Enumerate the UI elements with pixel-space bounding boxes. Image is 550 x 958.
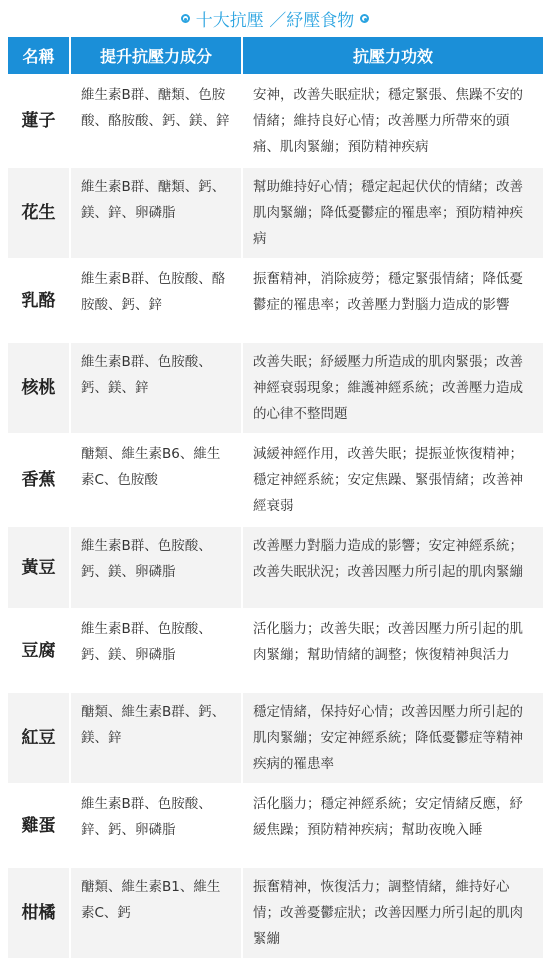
table-row	[8, 692, 543, 784]
food-table	[8, 37, 543, 958]
table-row	[8, 526, 543, 609]
food-effects: 改善壓力對腦力造成的影響；安定神經系統；改善失眠狀況；改善因壓力所引起的肌肉緊繃	[242, 526, 543, 609]
food-name: 乳酪	[8, 259, 70, 342]
food-name: 紅豆	[8, 692, 70, 784]
food-effects: 幫助維持好心情；穩定起起伏伏的情緒；改善肌肉緊繃；降低憂鬱症的罹患率；預防精神疾病	[242, 167, 543, 259]
table-row	[8, 784, 543, 867]
page-title: 十大抗壓 ／紓壓食物	[195, 11, 355, 31]
food-name: 柑橘	[8, 867, 70, 958]
food-ingredients: 維生素B群、醣類、色胺酸、酪胺酸、鈣、鎂、鋅	[70, 75, 242, 167]
food-name: 蓮子	[8, 75, 70, 167]
food-ingredients: 醣類、維生素B1、維生素C、鈣	[70, 867, 242, 958]
table-row	[8, 609, 543, 692]
food-effects: 改善失眠；紓緩壓力所造成的肌肉緊張；改善神經衰弱現象；維護神經系統；改善壓力造成的心律不整問題	[242, 342, 543, 434]
food-name: 黃豆	[8, 526, 70, 609]
food-name: 核桃	[8, 342, 70, 434]
table-row	[8, 867, 543, 958]
food-name: 香蕉	[8, 434, 70, 526]
food-ingredients: 維生素B群、醣類、鈣、鎂、鋅、卵磷脂	[70, 167, 242, 259]
table-header-row	[8, 37, 543, 75]
food-name: 雞蛋	[8, 784, 70, 867]
food-effects: 安神，改善失眠症狀；穩定緊張、焦躁不安的情緒；維持良好心情；改善壓力所帶來的頭痛、肌肉緊繃；預防精神疾病	[242, 75, 543, 167]
page-header	[0, 0, 550, 37]
food-ingredients: 維生素B群、色胺酸、鈣、鎂、卵磷脂	[70, 609, 242, 692]
food-ingredients: 醣類、維生素B6、維生素C、色胺酸	[70, 434, 242, 526]
food-effects: 活化腦力；穩定神經系統；安定情緒反應，紓緩焦躁；預防精神疾病；幫助夜晚入睡	[242, 784, 543, 867]
food-ingredients: 維生素B群、色胺酸、鈣、鎂、鋅	[70, 342, 242, 434]
header-ingredients: 提升抗壓力成分	[70, 37, 242, 75]
food-effects: 振奮精神，恢復活力；調整情緒，維持好心情；改善憂鬱症狀；改善因壓力所引起的肌肉緊繃	[242, 867, 543, 958]
bullet-icon	[181, 14, 190, 23]
table-row	[8, 167, 543, 259]
table-row	[8, 75, 543, 167]
header-effects: 抗壓力功效	[242, 37, 543, 75]
bullet-icon	[360, 14, 369, 23]
table-row	[8, 259, 543, 342]
food-ingredients: 維生素B群、色胺酸、鋅、鈣、卵磷脂	[70, 784, 242, 867]
food-ingredients: 醣類、維生素B群、鈣、鎂、鋅	[70, 692, 242, 784]
header-name: 名稱	[8, 37, 70, 75]
food-effects: 穩定情緒，保持好心情；改善因壓力所引起的肌肉緊繃；安定神經系統；降低憂鬱症等精神疾病的罹患率	[242, 692, 543, 784]
table-row	[8, 342, 543, 434]
food-effects: 活化腦力；改善失眠；改善因壓力所引起的肌肉緊繃；幫助情緒的調整；恢復精神與活力	[242, 609, 543, 692]
food-name: 豆腐	[8, 609, 70, 692]
food-ingredients: 維生素B群、色胺酸、酪胺酸、鈣、鋅	[70, 259, 242, 342]
food-effects: 減緩神經作用，改善失眠；提振並恢復精神；穩定神經系統；安定焦躁、緊張情緒；改善神經衰弱	[242, 434, 543, 526]
table-row	[8, 434, 543, 526]
food-effects: 振奮精神，消除疲勞；穩定緊張情緒；降低憂鬱症的罹患率；改善壓力對腦力造成的影響	[242, 259, 543, 342]
food-ingredients: 維生素B群、色胺酸、鈣、鎂、卵磷脂	[70, 526, 242, 609]
food-name: 花生	[8, 167, 70, 259]
